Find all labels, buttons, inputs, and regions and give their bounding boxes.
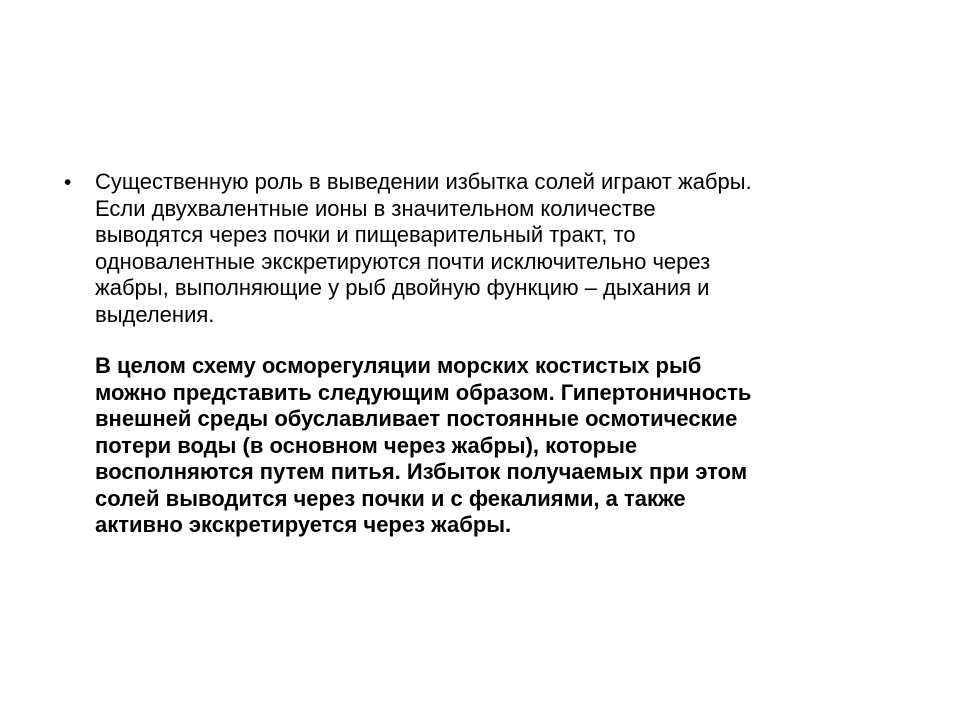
bullet-marker: • [64,171,72,194]
text-line-bold: активно экскретируется через жабры. [95,512,512,537]
text-line: Существенную роль в выведении избытка солей играют жабры. [95,169,752,194]
text-line: одновалентные экскретируются почти исключительно через [95,248,711,274]
text-line-bold: потери воды (в основном через жабры), которые [95,432,638,458]
paragraph-regular [95,169,895,328]
text-line: Если двухвалентные ионы в значительном количестве [95,195,656,221]
paragraph-spacer [95,328,895,353]
slide-text-block [95,169,895,539]
text-line: жабры, выполняющие у рыб двойную функцию – дыхания и [95,275,710,300]
text-line-bold: внешней среды обуславливает постоянные осмотические [95,406,738,431]
text-line-bold: В целом схему осморегуляции морских костистых рыб [95,353,702,378]
text-line-bold: можно представить следующим образом. Гипертоничность [95,379,752,405]
text-line: выводятся через почки и пищеварительный тракт, то [95,222,636,247]
paragraph-bold [95,353,895,539]
text-line-bold: солей выводится через почки и с фекалиями, а также [95,485,686,511]
text-line-bold: восполняются путем питья. Избыток получаемых при этом [95,459,748,484]
text-line: выделения. [95,301,215,327]
